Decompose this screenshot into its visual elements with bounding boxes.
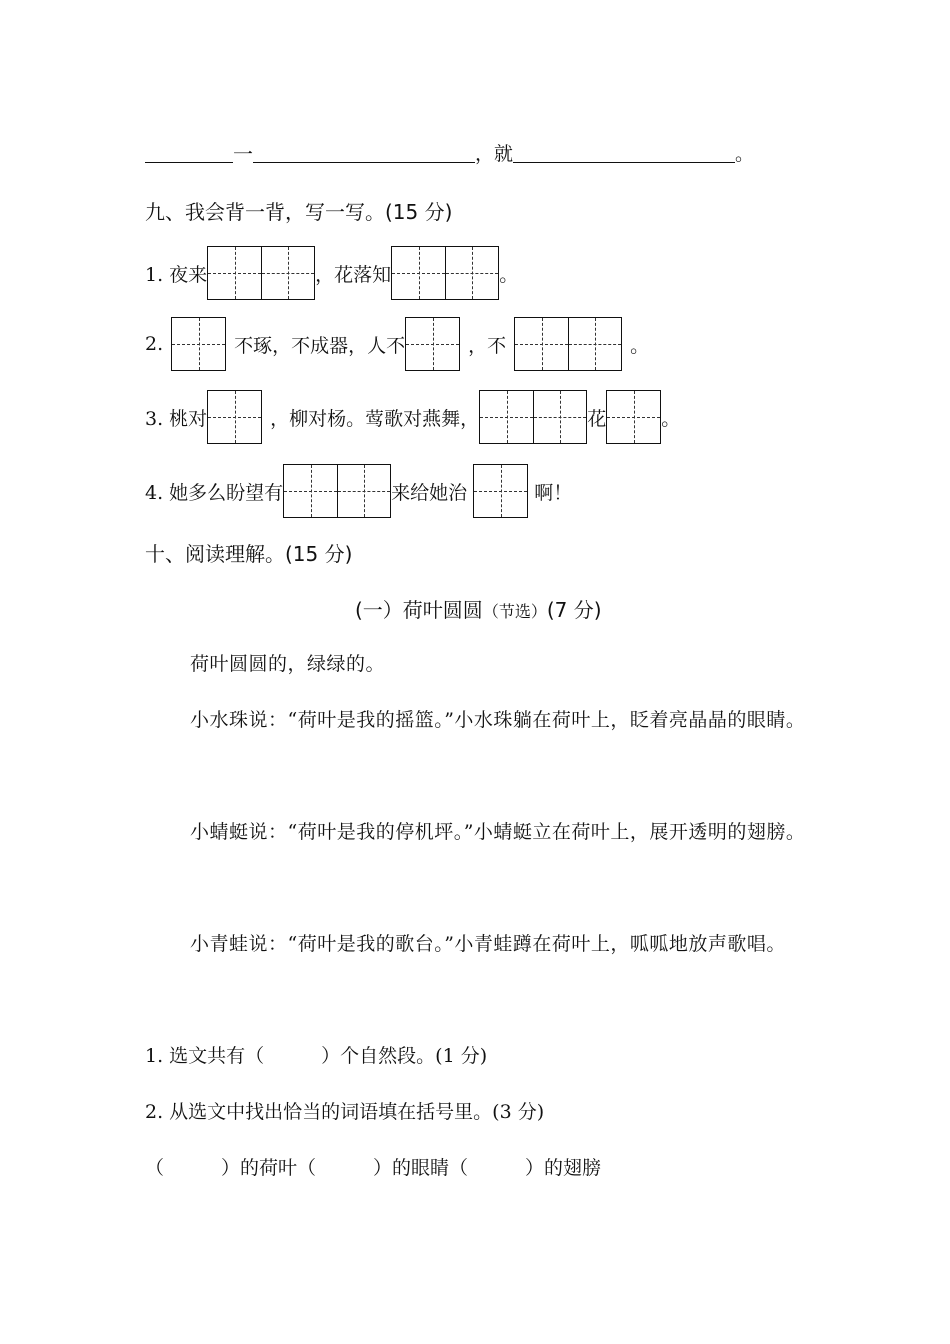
question-2: 2. 从选文中找出恰当的词语填在括号里。(3 分) xyxy=(145,1101,545,1123)
writing-grid[interactable] xyxy=(606,390,661,444)
writing-grid[interactable] xyxy=(479,390,587,444)
title-text: (一）荷叶圆圆 xyxy=(355,598,483,622)
writing-grid[interactable] xyxy=(473,464,528,518)
title-score: (7 分) xyxy=(546,598,602,622)
writing-grid[interactable] xyxy=(207,246,315,300)
blank[interactable] xyxy=(145,142,233,163)
recite-item-1 xyxy=(145,246,518,300)
writing-grid[interactable] xyxy=(207,390,262,444)
passage-paragraph-1: 荷叶圆圆的，绿绿的。 xyxy=(190,653,386,675)
text: 。 xyxy=(630,334,650,357)
passage-title xyxy=(355,594,602,623)
text: 。 xyxy=(499,263,519,286)
blank[interactable] xyxy=(253,142,475,163)
section-9-heading: 九、我会背一背，写一写。(15 分) xyxy=(145,200,453,224)
recite-item-2 xyxy=(145,317,649,371)
writing-grid[interactable] xyxy=(283,464,391,518)
text: 。 xyxy=(735,143,755,165)
fill-in-line xyxy=(145,138,754,167)
text: ，花落知 xyxy=(315,263,392,286)
writing-grid[interactable] xyxy=(171,317,226,371)
text: 啊！ xyxy=(534,481,573,504)
question-2-answer-blanks[interactable]: （ ）的荷叶（ ）的眼睛（ ）的翅膀 xyxy=(145,1157,602,1179)
passage-paragraph-2: 小水珠说：“荷叶是我的摇篮。”小水珠躺在荷叶上，眨着亮晶晶的眼睛。 xyxy=(190,709,806,731)
title-note: （节选） xyxy=(482,602,547,621)
blank[interactable] xyxy=(513,142,735,163)
text: 花 xyxy=(587,407,607,430)
text: 4. 她多么盼望有 xyxy=(145,481,284,504)
writing-grid[interactable] xyxy=(391,246,499,300)
recite-item-3 xyxy=(145,390,680,444)
text: ，就 xyxy=(475,143,514,165)
passage-paragraph-4: 小青蛙说：“荷叶是我的歌台。”小青蛙蹲在荷叶上，呱呱地放声歌唱。 xyxy=(190,933,786,955)
text: 不琢，不成器，人不 xyxy=(234,334,406,357)
passage-paragraph-3: 小蜻蜓说：“荷叶是我的停机坪。”小蜻蜓立在荷叶上，展开透明的翅膀。 xyxy=(190,821,806,843)
recite-item-4 xyxy=(145,464,572,518)
text: 来给她治 xyxy=(391,481,468,504)
text: 1. 夜来 xyxy=(145,263,208,286)
text: 3. 桃对 xyxy=(145,407,208,430)
text: 2. xyxy=(145,333,164,355)
text: 。 xyxy=(661,407,681,430)
text: 一 xyxy=(233,142,253,166)
writing-grid[interactable] xyxy=(514,317,622,371)
writing-grid[interactable] xyxy=(405,317,460,371)
text: ，柳对杨。莺歌对燕舞， xyxy=(270,407,480,430)
section-10-heading: 十、阅读理解。(15 分) xyxy=(145,542,353,566)
question-1: 1. 选文共有（ ）个自然段。(1 分) xyxy=(145,1045,488,1067)
text: ，不 xyxy=(468,334,507,357)
